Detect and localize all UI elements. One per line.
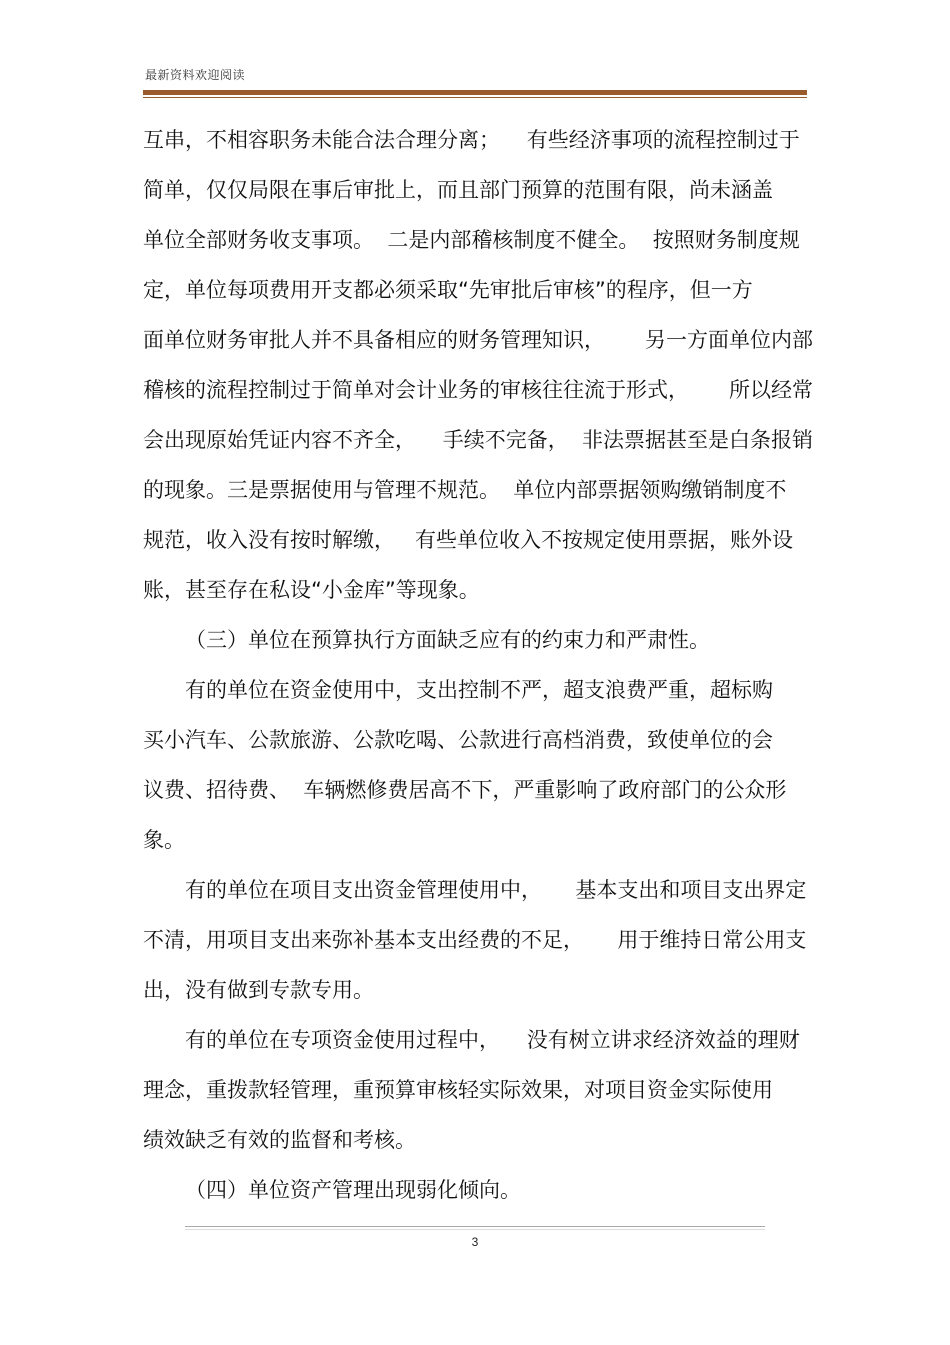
- section-heading: （三）单位在预算执行方面缺乏应有的约束力和严肃性。: [185, 628, 710, 652]
- body-line: 会出现原始凭证内容不齐全， 手续不完备， 非法票据甚至是白条报销: [143, 428, 814, 452]
- body-line: 不清，用项目支出来弥补基本支出经费的不足， 用于维持日常公用支: [143, 928, 807, 952]
- body-line: 面单位财务审批人并不具备相应的财务管理知识， 另一方面单位内部: [143, 328, 814, 352]
- section-heading: （四）单位资产管理出现弱化倾向。: [185, 1178, 521, 1202]
- body-line: 互串，不相容职务未能合法合理分离； 有些经济事项的流程控制过于: [143, 128, 800, 152]
- body-line: 有的单位在项目支出资金管理使用中， 基本支出和项目支出界定: [185, 878, 807, 902]
- body-line: 有的单位在专项资金使用过程中， 没有树立讲求经济效益的理财: [185, 1028, 800, 1052]
- body-line: 定，单位每项费用开支都必须采取“先审批后审核”的程序，但一方: [143, 278, 753, 302]
- body-line: 账，甚至存在私设“小金库”等现象。: [143, 578, 480, 602]
- body-line: 绩效缺乏有效的监督和考核。: [143, 1128, 416, 1152]
- body-line: 有的单位在资金使用中，支出控制不严，超支浪费严重，超标购: [185, 678, 773, 702]
- header-text: 最新资料欢迎阅读: [145, 68, 246, 82]
- body-line: 买小汽车、公款旅游、公款吃喝、公款进行高档消费，致使单位的会: [143, 728, 773, 752]
- header-divider-thick: [143, 90, 807, 95]
- body-line: 理念，重拨款轻管理，重预算审核轻实际效果，对项目资金实际使用: [143, 1078, 773, 1102]
- header-divider-thin: [143, 97, 807, 98]
- footer-divider: [185, 1226, 765, 1230]
- body-line: 规范，收入没有按时解缴， 有些单位收入不按规定使用票据，账外设: [143, 528, 794, 552]
- body-line: 议费、招待费、 车辆燃修费居高不下，严重影响了政府部门的公众形: [143, 778, 787, 802]
- body-line: 象。: [143, 828, 185, 852]
- body-line: 的现象。三是票据使用与管理不规范。 单位内部票据领购缴销制度不: [143, 478, 787, 502]
- body-line: 单位全部财务收支事项。 二是内部稽核制度不健全。 按照财务制度规: [143, 228, 800, 252]
- page-number: 3: [471, 1235, 479, 1249]
- body-line: 简单，仅仅局限在事后审批上，而且部门预算的范围有限，尚未涵盖: [143, 178, 773, 202]
- body-line: 稽核的流程控制过于简单对会计业务的审核往往流于形式， 所以经常: [143, 378, 814, 402]
- document-body: [143, 120, 813, 1220]
- body-line: 出，没有做到专款专用。: [143, 978, 374, 1002]
